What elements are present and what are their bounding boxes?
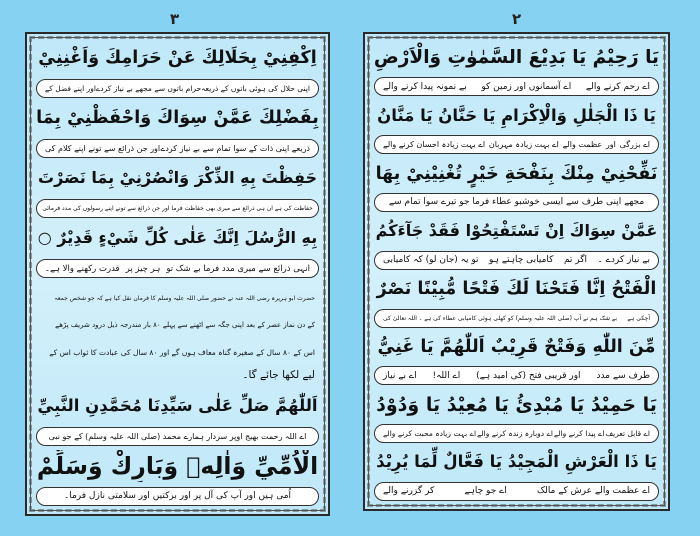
translation-pill bbox=[374, 309, 659, 328]
left-page-content bbox=[36, 42, 319, 506]
translation-segment: اے بہت زیادہ مہربان bbox=[488, 140, 559, 150]
right-page bbox=[363, 32, 670, 511]
translation-segment: ہر چیز پر bbox=[125, 264, 161, 275]
paragraph-line: اس کے ۸۰ سال کے صغیرہ گناہ معاف ہوں گے اور ۸۰ سال کی عبادت کا ثواب اس کے bbox=[49, 347, 315, 357]
translation-pill bbox=[374, 135, 659, 154]
translation-segment: اے اللہ! bbox=[432, 370, 461, 381]
translation-segment: تو یہ (جان لو) کہ کامیابی bbox=[383, 255, 479, 266]
left-page-number: ٣ bbox=[170, 10, 180, 28]
translation-segment: مجھے اپنی طرف سے ایسی خوشبو عطاء فرما جو تیرے سوا تمام سے bbox=[388, 197, 645, 208]
translation-segment: اور bbox=[605, 140, 616, 150]
translation-pill bbox=[374, 424, 659, 443]
translation-segment: ذریعے اپنی ذات کے سوا تمام سے بے نیاز کردے bbox=[160, 143, 310, 153]
translation-segment: آچکی ہے bbox=[627, 314, 650, 322]
translation-pill bbox=[374, 251, 659, 270]
right-page-content bbox=[374, 42, 659, 501]
translation-pill bbox=[36, 487, 319, 506]
translation-segment: اے پیدا کرنے والے bbox=[553, 429, 605, 439]
translation-segment: حفاظت کی ہے ان ہی ذرائع سے میری بھی حفاظت فرما اور جن ذرائع سے تونے اپنے رسولوں کی مدد فرمائی bbox=[42, 204, 313, 212]
arabic-verse: عَمَّنْ سِوَاكَ اِنْ تَسْتَفْتِحُوْا فَقَدْ جَآءَكُمُ bbox=[375, 221, 658, 241]
arabic-verse: بِفَضْلِكَ عَمَّنْ سِوَاكَ وَاحْفَظْنِيْ بِمَا bbox=[36, 108, 319, 129]
arabic-verse: اِكْفِنِيْ بِحَلَالِكَ عَنْ حَرَامِكَ وَاَغْنِنِيْ bbox=[38, 48, 317, 68]
translation-segment: اپنی حلال کی ہوئی باتوں کے ذریعہ bbox=[201, 83, 310, 93]
arabic-verse: يَا ذَا الْعَرْشِ الْمَجِيْدُ يَا فَعَّالٌ لِّمَا يُرِيْدُ bbox=[376, 452, 657, 472]
translation-pill bbox=[374, 366, 659, 385]
translation-segment: اے اللہ رحمت بھیج اوپر سردار ہمارے محمد (صلی اللہ علیہ وسلم) کے جو نبی bbox=[48, 431, 307, 441]
translation-segment: اے بزرگی bbox=[619, 140, 650, 150]
arabic-verse: بِهِ الرُّسُلَ اِنَّكَ عَلٰى كُلِّ شَيْءٍ قَدِيْرٌ ○ bbox=[37, 228, 318, 248]
translation-segment: بے نیاز کردے ۔ bbox=[597, 255, 650, 266]
arabic-verse: يَا ذَا الْجَلٰلِ وَالْاِكْرَامِ يَا حَنَّانُ يَا مَنَّانُ bbox=[377, 105, 656, 125]
translation-segment: اے آسمانوں اور زمین کو bbox=[481, 81, 572, 92]
right-page-number: ٢ bbox=[512, 10, 522, 28]
translation-segment: اگر تم bbox=[563, 255, 588, 266]
left-page bbox=[25, 32, 330, 516]
translation-segment: اے رحم کرنے والے bbox=[585, 81, 650, 92]
translation-pill bbox=[36, 199, 319, 218]
translation-pill bbox=[374, 193, 659, 212]
arabic-verse: اَللّٰهُمَّ صَلِّ عَلٰى سَيِّدِنَا مُحَمَّدِنِ النَّبِيِّ bbox=[37, 396, 318, 416]
arabic-verse: مِّنَ اللّٰهِ وَفَتْحٌ قَرِيْبٌ اَللّٰهُمَّ يَا غَنِيُّ bbox=[377, 336, 656, 357]
paragraph-line: لیے لکھا جائے گا۔ bbox=[242, 368, 315, 381]
translation-segment: قدرت رکھنے والا ہے۔ bbox=[45, 264, 120, 275]
translation-segment: اے بہت زیادہ محبت کرنے والے bbox=[383, 429, 477, 439]
translation-segment: بے شک ہم نے آپ (صلی اللہ علیہ وسلم) کو کھلی ہوئی کامیابی عطاء کی ہے ۔ اللہ تعالیٰ کی bbox=[383, 314, 618, 322]
paragraph-line: حضرت ابو ہریرہ رضی اللہ عنہ نے حضور صلی اللہ علیہ وسلم کا فرمان نقل کیا ہے کہ جو شخص جمعہ bbox=[54, 294, 315, 302]
translation-segment: اے عظمت والے عرش کے مالک bbox=[537, 486, 650, 497]
paragraph-line: کے دن نماز عصر کے بعد اپنی جگہ سے اٹھنے سے پہلے ۸۰ بار مندرجہ ذیل درود شریف پڑھے bbox=[55, 320, 315, 329]
hadith-paragraph bbox=[36, 283, 319, 386]
translation-segment: اور اپنے فضل کے bbox=[44, 83, 96, 93]
translation-segment: اُمی ہیں اور آپ کی آل پر اور برکتیں اور سلامتی نازل فرما۔ bbox=[63, 491, 292, 502]
arabic-verse: حَفِظْتَ بِهِ الذِّكْرَ وَانْصُرْنِيْ بِمَا نَصَرْتَ bbox=[37, 168, 318, 188]
arabic-verse: الْفَتْحُ اِنَّا فَتَحْنَا لَكَ فَتْحًا مُّبِيْنًا نَصْرٌ bbox=[376, 279, 657, 300]
translation-segment: کامیابی چاہتے ہو bbox=[488, 255, 554, 266]
arabic-verse: الْاُمِّيِّ وَاٰلِهٖ وَبَارِكْ وَسَلِّمْ bbox=[36, 452, 319, 481]
translation-segment: اے دوبارہ زندہ کرنے والے bbox=[477, 429, 553, 439]
translation-segment: کر گزرنے والے bbox=[383, 486, 435, 497]
translation-pill bbox=[374, 77, 659, 96]
translation-segment: اور قریبی فتح (کی امید ہے) bbox=[476, 370, 581, 381]
translation-pill bbox=[374, 482, 659, 501]
translation-segment: اور جن ذرائع سے تونے اپنے کلام کی bbox=[45, 143, 161, 153]
translation-pill bbox=[36, 259, 319, 278]
translation-segment: اے بے نیاز bbox=[383, 370, 417, 381]
arabic-verse: يَا رَحِيْمُ يَا بَدِيْعَ السَّمٰوٰتِ وَالْاَرْضِ bbox=[374, 47, 659, 68]
translation-pill bbox=[36, 139, 319, 158]
translation-pill bbox=[36, 79, 319, 98]
translation-segment: اے بہت زیادہ احسان کرنے والے bbox=[383, 140, 486, 150]
translation-pill bbox=[36, 427, 319, 446]
arabic-verse: يَا حَمِيْدُ يَا مُبْدِئُ يَا مُعِيْدُ يَا وَدُوْدُ bbox=[376, 393, 657, 416]
translation-segment: طرف سے مدد bbox=[596, 370, 650, 381]
translation-segment: اے جو چاہے bbox=[464, 486, 507, 497]
translation-segment: اے قابل تعریف bbox=[605, 429, 650, 439]
arabic-verse: نَفِّحْنِيْ مِنْكَ بِنَفْحَةِ خَيْرٍ تُغْنِيْنِيْ بِهَا bbox=[375, 163, 658, 184]
translation-segment: بے نمونہ پیدا کرنے والے bbox=[383, 81, 467, 92]
translation-segment: انہی ذرائع سے میری مدد فرما بے شک تو bbox=[166, 264, 310, 275]
translation-segment: عظمت والے bbox=[562, 140, 603, 150]
translation-segment: حرام باتوں سے مجھے بے نیاز کردے bbox=[95, 83, 202, 93]
